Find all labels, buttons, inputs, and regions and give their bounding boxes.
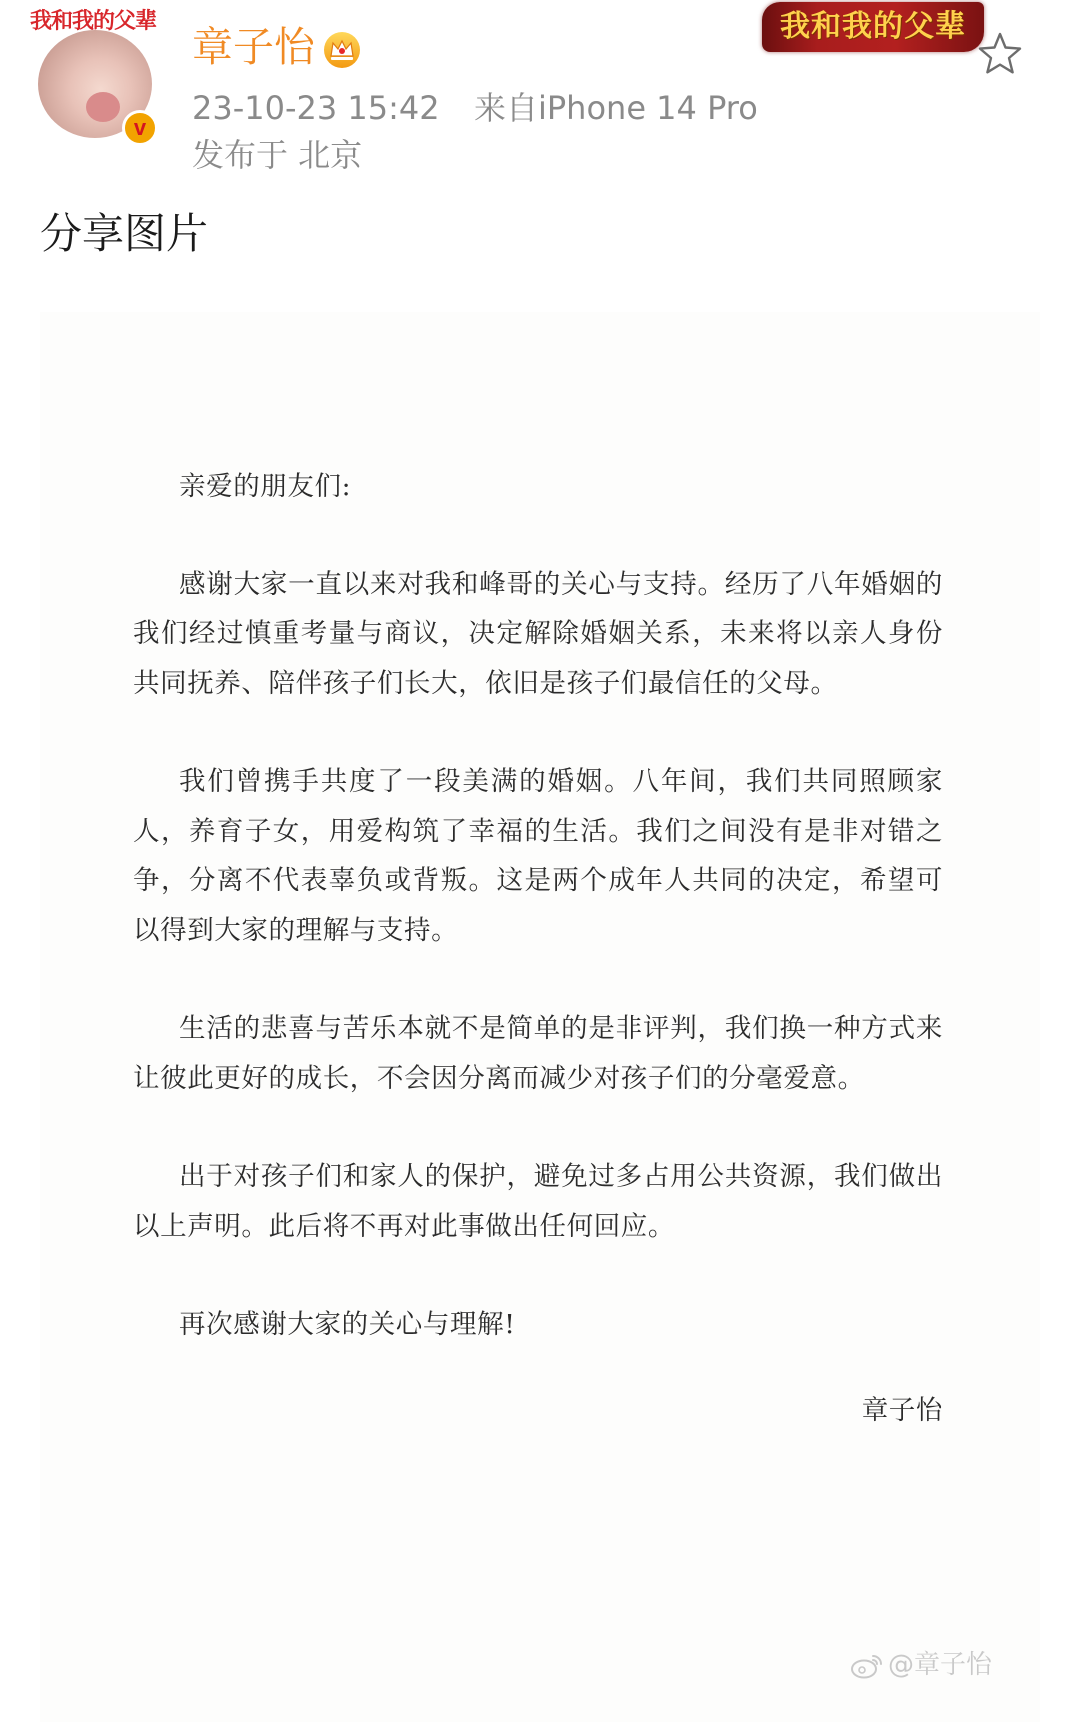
watermark-text: @章子怡 xyxy=(887,1650,992,1680)
letter-closing: 再次感谢大家的关心与理解! xyxy=(179,1309,516,1340)
weibo-watermark xyxy=(850,1648,992,1682)
star-icon[interactable] xyxy=(975,30,1025,78)
post-text: 分享图片 xyxy=(40,209,209,258)
letter-paragraph: 我们曾携手共度了一段美满的婚姻。八年间，我们共同照顾家人，养育子女，用爱构筑了幸福的生活。我们之间没有是非对错之争，分离不代表辜负或背叛。这是两个成年人共同的决定，希望可以得到大家的理解与支持。 xyxy=(133,766,943,946)
post-header xyxy=(0,0,1080,200)
statement-image[interactable] xyxy=(40,312,1040,1722)
avatar-banner-text: 我和我的父辈 xyxy=(30,8,157,34)
post-timestamp: 23-10-23 15:42 xyxy=(192,89,440,127)
crown-icon xyxy=(322,30,362,70)
statement-letter xyxy=(133,462,943,1435)
post-location: 发布于 北京 xyxy=(192,136,363,174)
post-source: 来自iPhone 14 Pro xyxy=(473,89,758,127)
letter-paragraph: 感谢大家一直以来对我和峰哥的关心与支持。经历了八年婚姻的我们经过慎重考量与商议，决定解除婚姻关系，未来将以亲人身份共同抚养、陪伴孩子们长大，依旧是孩子们最信任的父母。 xyxy=(133,568,943,699)
letter-greeting: 亲爱的朋友们: xyxy=(179,471,352,502)
letter-paragraph: 生活的悲喜与苦乐本就不是简单的是非评判，我们换一种方式来让彼此更好的成长，不会因分离而减少对孩子们的分毫爱意。 xyxy=(133,1013,943,1094)
letter-signature: 章子怡 xyxy=(861,1394,943,1426)
author-name[interactable]: 章子怡 xyxy=(192,23,315,71)
weibo-icon xyxy=(850,1652,884,1680)
verified-icon: v xyxy=(122,110,158,146)
avatar[interactable] xyxy=(30,8,158,140)
letter-paragraph: 出于对孩子们和家人的保护，避免过多占用公共资源，我们做出以上声明。此后将不再对此事做出任何回应。 xyxy=(133,1161,943,1242)
post-meta xyxy=(192,88,758,128)
decor-banner: 我和我的父辈 xyxy=(762,2,984,52)
